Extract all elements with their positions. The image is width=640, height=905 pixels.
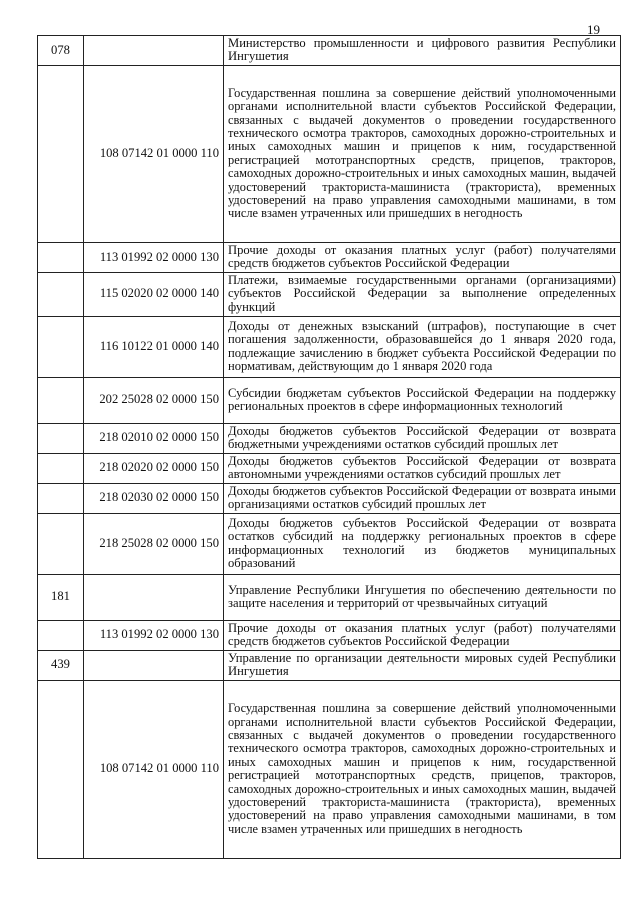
description-cell: Доходы от денежных взысканий (штрафов), поступающие в счет погашения задолженности, образовавшейся до 1 января 2020 года, подлежащие зачислению в бюджет субъекта Российской Федерации по нормативам, действующим до 1 января 2020 года (224, 316, 621, 377)
budget-code-cell (84, 574, 224, 620)
admin-code-cell (38, 620, 84, 650)
budget-classification-table (37, 35, 621, 859)
description-cell: Прочие доходы от оказания платных услуг (работ) получателями средств бюджетов субъектов Российской Федерации (224, 620, 621, 650)
budget-code-cell: 115 02020 02 0000 140 (84, 272, 224, 316)
table-row (38, 65, 621, 242)
description-cell: Доходы бюджетов субъектов Российской Федерации от возврата бюджетными учреждениями остатков субсидий прошлых лет (224, 423, 621, 453)
description-cell: Платежи, взимаемые государственными органами (организациями) субъектов Российской Федерации за выполнение определенных функций (224, 272, 621, 316)
admin-code-cell (38, 272, 84, 316)
budget-code-cell (84, 650, 224, 680)
description-cell: Управление Республики Ингушетия по обеспечению деятельности по защите населения и территорий от чрезвычайных ситуаций (224, 574, 621, 620)
budget-code-cell: 113 01992 02 0000 130 (84, 620, 224, 650)
description-cell: Министерство промышленности и цифрового развития Республики Ингушетия (224, 36, 621, 66)
page-number: 19 (587, 22, 600, 37)
table-row (38, 423, 621, 453)
budget-code-cell: 113 01992 02 0000 130 (84, 242, 224, 272)
table-row (38, 316, 621, 377)
table-row (38, 513, 621, 574)
budget-code-cell: 218 02030 02 0000 150 (84, 483, 224, 513)
description-cell: Государственная пошлина за совершение действий уполномоченными органами исполнительной власти субъектов Российской Федерации, связанных с выдачей документов о проведении государственного технического осмотра тракторов, самоходных дорожно-строительных и иных самоходных машин и прицепов к ним, государственной регистрацией мототранспортных средств, прицепов, тракторов, самоходных дорожно-строительных и иных самоходных машин, выдачей удостоверений тракториста-машиниста (тракториста), временных удостоверений на право управления самоходными машинами, в том числе взамен утраченных или пришедших в негодность (224, 65, 621, 242)
admin-code-cell: 181 (38, 574, 84, 620)
description-cell: Управление по организации деятельности мировых судей Республики Ингушетия (224, 650, 621, 680)
description-cell: Прочие доходы от оказания платных услуг (работ) получателями средств бюджетов субъектов Российской Федерации (224, 242, 621, 272)
admin-code-cell: 439 (38, 650, 84, 680)
description-cell: Субсидии бюджетам субъектов Российской Федерации на поддержку региональных проектов в сфере информационных технологий (224, 377, 621, 423)
budget-code-cell: 218 25028 02 0000 150 (84, 513, 224, 574)
admin-code-cell (38, 453, 84, 483)
budget-code-cell: 202 25028 02 0000 150 (84, 377, 224, 423)
admin-code-cell (38, 377, 84, 423)
budget-code-cell: 116 10122 01 0000 140 (84, 316, 224, 377)
budget-code-cell: 218 02020 02 0000 150 (84, 453, 224, 483)
table-row (38, 680, 621, 858)
admin-code-cell (38, 483, 84, 513)
budget-code-cell (84, 36, 224, 66)
table-row (38, 242, 621, 272)
description-cell: Доходы бюджетов субъектов Российской Федерации от возврата остатков субсидий на поддержку региональных проектов в сфере информационных технологий из бюджетов муниципальных образований (224, 513, 621, 574)
description-cell: Доходы бюджетов субъектов Российской Федерации от возврата автономными учреждениями остатков субсидий прошлых лет (224, 453, 621, 483)
admin-code-cell: 078 (38, 36, 84, 66)
description-cell: Доходы бюджетов субъектов Российской Федерации от возврата иными организациями остатков субсидий прошлых лет (224, 483, 621, 513)
admin-code-cell (38, 513, 84, 574)
description-cell: Государственная пошлина за совершение действий уполномоченными органами исполнительной власти субъектов Российской Федерации, связанных с выдачей документов о проведении государственного технического осмотра тракторов, самоходных дорожно-строительных и иных самоходных машин и прицепов к ним, государственной регистрацией мототранспортных средств, прицепов, тракторов, самоходных дорожно-строительных и иных самоходных машин, выдачей удостоверений тракториста-машиниста (тракториста), временных удостоверений на право управления самоходными машинами, в том числе взамен утраченных или пришедших в негодность (224, 680, 621, 858)
table-row (38, 272, 621, 316)
admin-code-cell (38, 316, 84, 377)
budget-code-cell: 108 07142 01 0000 110 (84, 680, 224, 858)
table-row (38, 574, 621, 620)
table-row (38, 483, 621, 513)
budget-code-cell: 218 02010 02 0000 150 (84, 423, 224, 453)
admin-code-cell (38, 423, 84, 453)
table-row (38, 620, 621, 650)
admin-code-cell (38, 680, 84, 858)
budget-code-cell: 108 07142 01 0000 110 (84, 65, 224, 242)
admin-code-cell (38, 65, 84, 242)
admin-code-cell (38, 242, 84, 272)
table-row (38, 453, 621, 483)
table-row (38, 36, 621, 66)
table-row (38, 377, 621, 423)
table-row (38, 650, 621, 680)
